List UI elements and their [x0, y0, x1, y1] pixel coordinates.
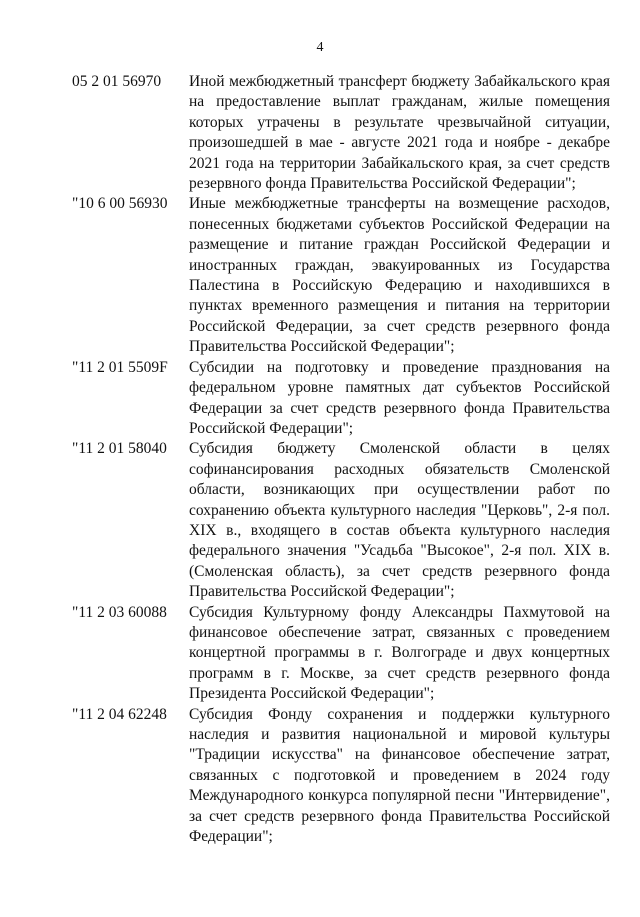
budget-code-description: Субсидия Фонду сохранения и поддержки культурного наследия и развития национальной и мировой культуры "Традиции искусства" на финансовое обеспечение затрат, связанных с подготовкой и проведением в 2024 году Международного конкурса популярной песни "Интервидение", за счет средств резервного фонда Правительства Российской Федерации";: [189, 705, 610, 846]
budget-code-entry: [72, 194, 610, 357]
budget-code-entry: [72, 705, 610, 848]
budget-classification-code: "11 2 01 5509F: [72, 358, 168, 376]
budget-code-description: Субсидии на подготовку и проведение празднования на федеральном уровне памятных дат субъектов Российской Федерации за счет средств резервного фонда Правительства Российской Федерации";: [189, 358, 610, 437]
budget-code-description: Субсидия бюджету Смоленской области в целях софинансирования расходных обязательств Смоленской области, возникающих при осуществлении работ по сохранению объекта культурного наследия "Церковь", 2-я пол. XIX в., входящего в состав объекта культурного наследия федерального значения "Усадьба "Высокое", 2-я пол. XIX в. (Смоленская область), за счет средств резервного фонда Правительства Российской Федерации";: [189, 440, 610, 601]
budget-classification-code: "11 2 04 62248: [72, 705, 167, 723]
budget-classification-code: "11 2 01 58040: [72, 440, 167, 458]
budget-code-entry: [72, 439, 610, 602]
page-number: 4: [316, 40, 324, 55]
budget-classification-code: 05 2 01 56970: [72, 73, 162, 90]
budget-code-list: [72, 72, 610, 847]
budget-code-entry: [72, 72, 610, 194]
budget-code-description: Субсидия Культурному фонду Александры Пахмутовой на финансовое обеспечение затрат, связанных с проведением концертной программы в г. Волгограде и двух концертных программ в г. Москве, за счет средств резервного фонда Президента Российской Федерации";: [189, 603, 610, 703]
budget-code-description: Иные межбюджетные трансферты на возмещение расходов, понесенных бюджетами субъектов Российской Федерации на размещение и питание граждан Российской Федерации и иностранных граждан, эвакуированных из Государства Палестина в Российскую Федерацию и находившихся в пунктах временного размещения и питания на территории Российской Федерации, за счет средств резервного фонда Правительства Российской Федерации";: [189, 195, 610, 356]
budget-code-entry: [72, 358, 610, 440]
budget-code-entry: [72, 603, 610, 705]
budget-classification-code: "11 2 03 60088: [72, 603, 167, 621]
budget-classification-code: "10 6 00 56930: [72, 195, 168, 213]
budget-code-description: Иной межбюджетный трансферт бюджету Забайкальского края на предоставление выплат гражданам, жилые помещения которых утрачены в результате чрезвычайной ситуации, произошедшей в мае - августе 2021 года и ноябре - декабре 2021 года на территории Забайкальского края, за счет средств резервного фонда Правительства Российской Федерации";: [189, 73, 610, 193]
